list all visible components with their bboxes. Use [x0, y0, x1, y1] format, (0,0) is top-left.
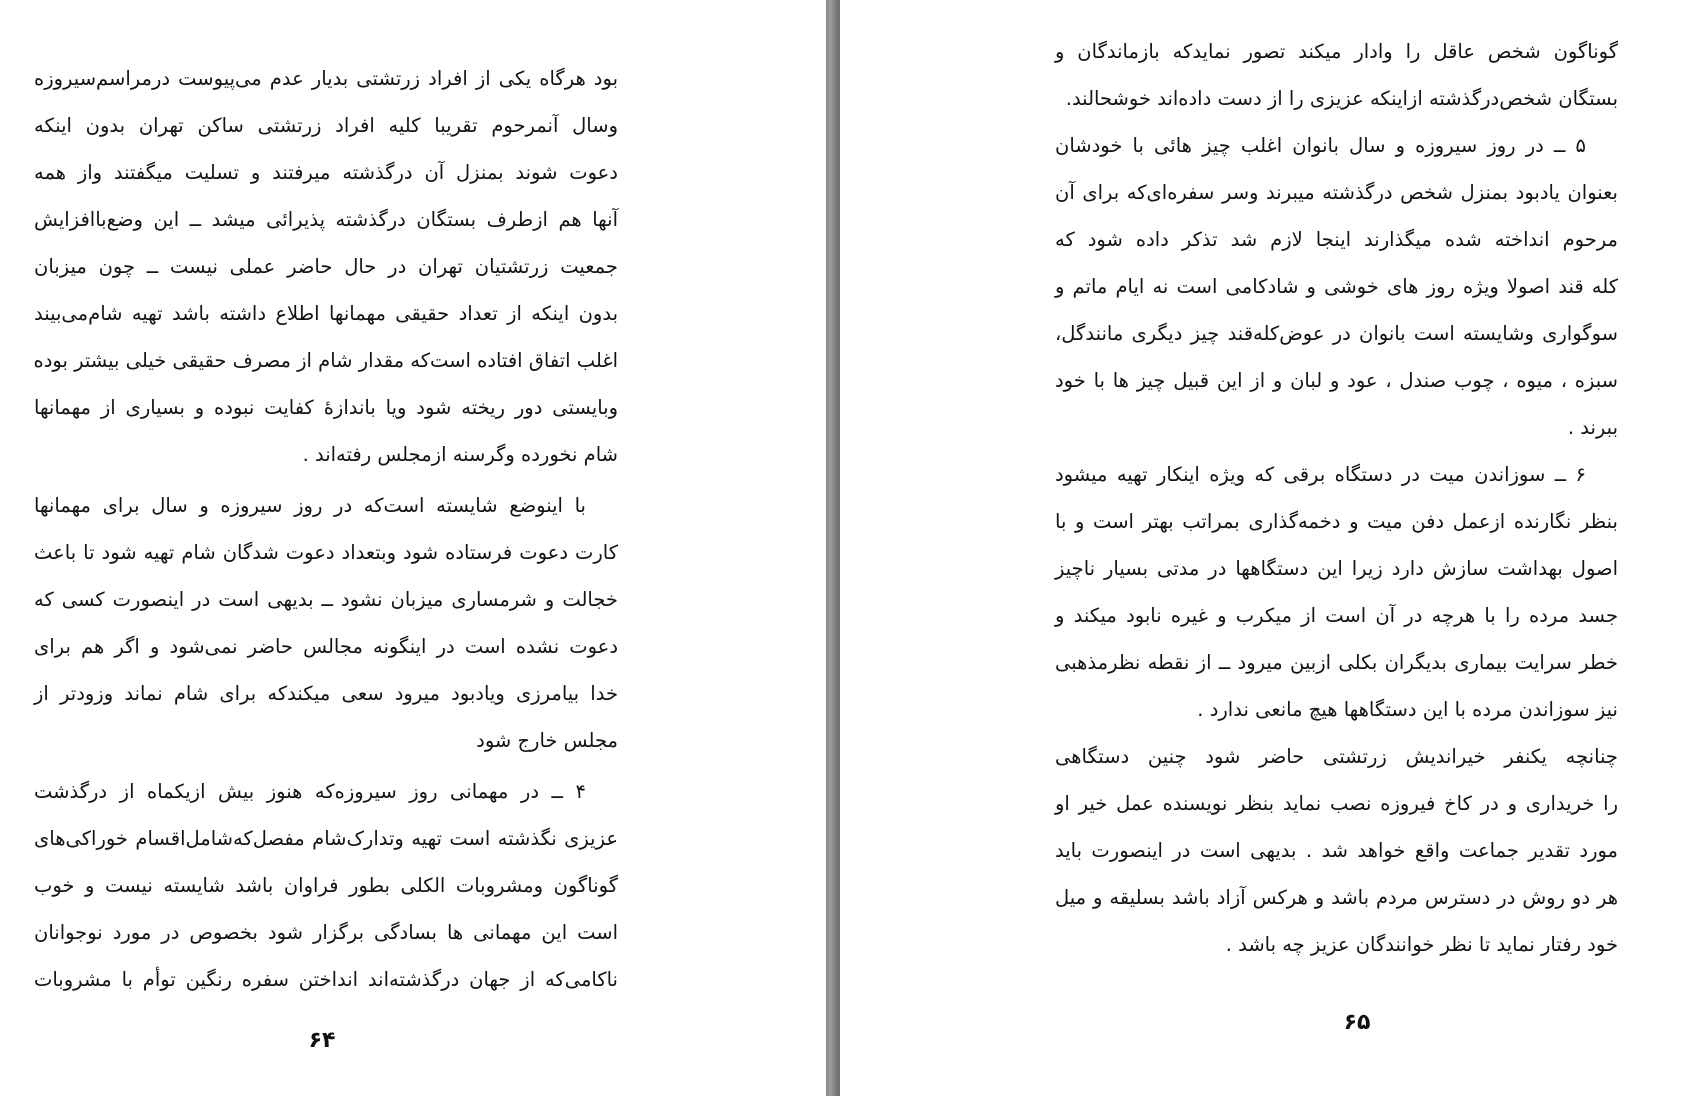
text-line: خود رفتار نماید تا نظر خوانندگان عزیز چه باشد .: [1225, 933, 1618, 956]
text-line: جسد مرده را با هرچه در آن است از میکرب و غیره نابود میکند و: [1055, 604, 1618, 627]
text-line: ۵ ــ در روز سیروزه و سال بانوان اغلب چیز هائی با خودشان: [1055, 134, 1586, 157]
text-line: جمعیت زرتشتیان تهران در حال حاضر عملی نیست ــ چون میزبان: [34, 255, 618, 278]
paragraph: [34, 482, 618, 764]
text-line: ۴ ــ در مهمانی روز سیروزه‌که هنوز بیش ازیکماه از درگذشت: [34, 780, 586, 803]
text-line: مجلس خارج شود: [476, 729, 618, 752]
text-line: خطر سرایت بیماری بدیگران بکلی ازبین میرود ــ از نقطه نظرمذهبی: [1055, 651, 1618, 674]
page-number: ۶۵: [1343, 1010, 1371, 1035]
text-line: بدون اینکه از تعداد حقیقی مهمانها اطلاع داشته باشد تهیه شام‌می‌بیند: [34, 302, 618, 325]
text-line: ناکامی‌که از جهان درگذشته‌اند انداختن سفره رنگین توأم با مشروبات: [34, 968, 618, 991]
text-line: عزیزی نگذشته است تهیه وتدارک‌شام مفصل‌که‌شامل‌اقسام خوراکی‌های: [34, 827, 618, 850]
text-line: سوگواری وشایسته است بانوان در عوض‌کله‌قند چیز دیگری مانندگل،: [1055, 322, 1618, 345]
left-page-text: [34, 55, 618, 1003]
text-line: کله قند اصولا ویژه روز های خوشی و شادکامی است نه ایام ماتم و: [1055, 275, 1618, 298]
text-line: را خریداری و در کاخ فیروزه نصب نماید بنظر نویسنده عمل خیر او: [1055, 792, 1618, 815]
right-page: [840, 0, 1681, 1096]
text-line: هر دو روش در دسترس مردم باشد و هرکس آزاد باشد بسلیقه و میل: [1055, 886, 1618, 909]
text-line: دعوت شوند بمنزل آن درگذشته میرفتند و تسلیت میگفتند واز همه: [34, 161, 618, 184]
text-line: خجالت و شرمساری میزبان نشود ــ بدیهی است در اینصورت کسی که: [34, 588, 618, 611]
text-line: نیز سوزاندن مرده با این دستگاهها هیچ مانعی ندارد .: [1197, 698, 1618, 721]
left-page: [0, 0, 826, 1096]
text-line: مرحوم انداخته شده میگذارند اینجا لازم شد تذکر داده شود که: [1055, 228, 1618, 251]
text-line: ۶ ــ سوزاندن میت در دستگاه برقی که ویژه اینکار تهیه میشود: [1055, 463, 1586, 486]
paragraph: [34, 768, 618, 1003]
text-line: ببرند .: [1567, 416, 1618, 439]
page-divider: [826, 0, 840, 1096]
text-line: خدا بیامرزی ویادبود میرود سعی میکندکه برای شام نماند وزودتر از: [34, 682, 618, 705]
text-line: گوناگون ومشروبات الکلی بطور فراوان باشد شایسته نیست و خوب: [34, 874, 618, 897]
paragraph: [1055, 451, 1618, 733]
text-line: بعنوان یادبود بمنزل شخص درگذشته میبرند وسر سفره‌ای‌که برای آن: [1055, 181, 1618, 204]
text-line: اصول بهداشت سازش دارد زیرا این دستگاهها در مدتی بسیار ناچیز: [1055, 557, 1618, 580]
right-page-text: [1055, 28, 1618, 968]
text-line: بنظر نگارنده ازعمل دفن میت و دخمه‌گذاری بمراتب بهتر است و با: [1055, 510, 1618, 533]
paragraph: [1055, 28, 1618, 122]
paragraph: [34, 55, 618, 478]
text-line: چنانچه یکنفر خیراندیش زرتشتی حاضر شود چنین دستگاهی: [1055, 745, 1618, 768]
text-line: بود هرگاه یکی از افراد زرتشتی بدیار عدم می‌پیوست درمراسم‌سیروزه: [34, 67, 618, 90]
text-line: آنها هم ازطرف بستگان درگذشته پذیرائی میشد ــ این وضع‌باافزایش: [34, 208, 618, 231]
page-number: ۶۴: [308, 1028, 336, 1053]
text-line: با اینوضع شایسته است‌که در روز سیروزه و سال برای مهمانها: [34, 494, 586, 517]
text-line: مورد تقدیر جماعت واقع خواهد شد . بدیهی است در اینصورت باید: [1055, 839, 1618, 862]
text-line: کارت دعوت فرستاده شود وبتعداد دعوت شدگان شام تهیه شود تا باعث: [34, 541, 618, 564]
paragraph: [1055, 733, 1618, 968]
paragraph: [1055, 122, 1618, 451]
text-line: وبایستی دور ریخته شود ویا باندازهٔ کفایت نبوده و بسیاری از مهمانها: [34, 396, 618, 419]
text-line: اغلب اتفاق افتاده است‌که مقدار شام از مصرف حقیقی خیلی بیشتر بوده: [33, 349, 618, 372]
text-line: سبزه ، میوه ، چوب صندل ، عود و لبان و از این قبیل چیز ها با خود: [1055, 369, 1618, 392]
text-line: وسال آنمرحوم تقریبا کلیه افراد زرتشتی ساکن تهران بدون اینکه: [34, 114, 618, 137]
text-line: دعوت نشده است در اینگونه مجالس حاضر نمی‌شود و اگر هم برای: [34, 635, 618, 658]
text-line: گوناگون شخص عاقل را وادار میکند تصور نمایدکه بازماندگان و: [1055, 40, 1618, 63]
text-line: شام نخورده وگرسنه ازمجلس رفته‌اند .: [302, 443, 618, 466]
text-line: بستگان شخص‌درگذشته ازاینکه عزیزی را از دست داده‌اند خوشحالند.: [1065, 87, 1618, 110]
text-line: است این مهمانی ها بسادگی برگزار شود بخصوص در مورد نوجوانان: [34, 921, 618, 944]
